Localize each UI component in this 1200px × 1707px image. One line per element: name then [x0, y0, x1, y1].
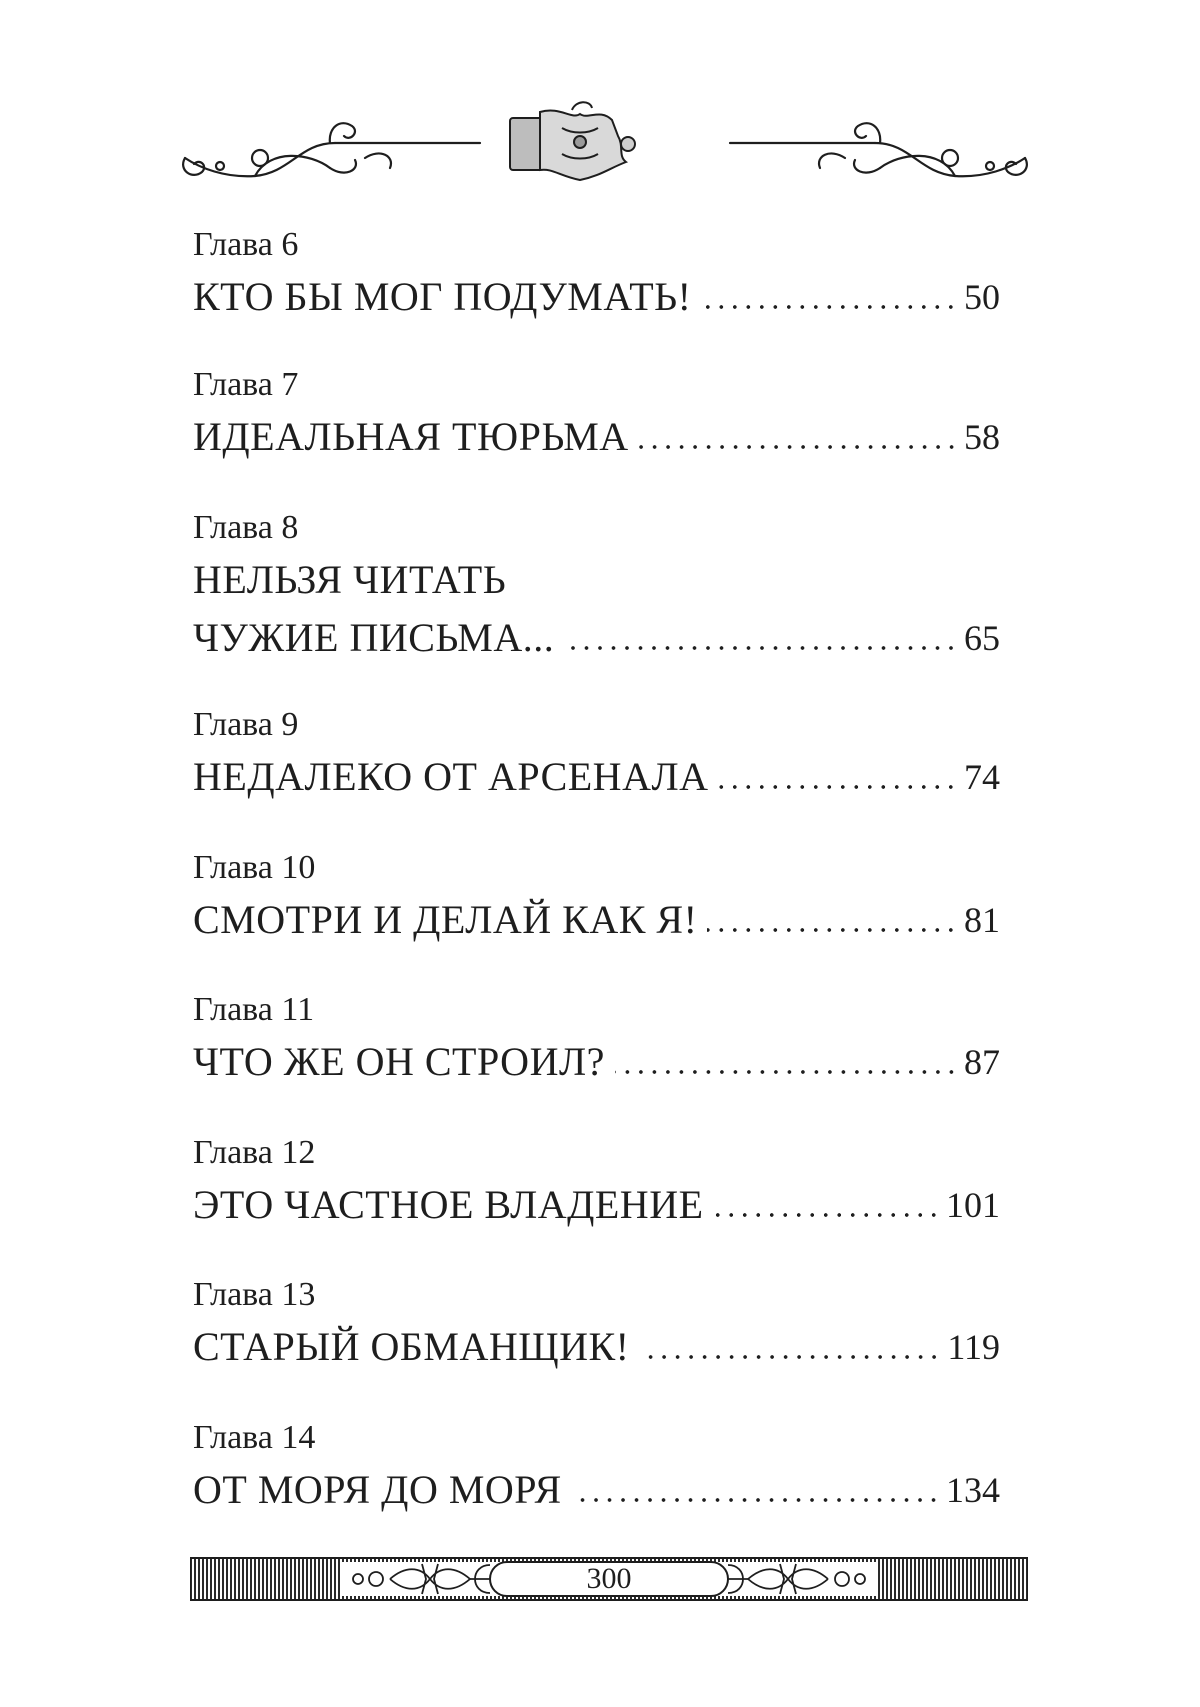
chapter-title: ЧТО ЖЕ ОН СТРОИЛ? [193, 1039, 605, 1084]
page-number: 101 [946, 1185, 1000, 1225]
chapter-label: Глава 13 [193, 1276, 316, 1313]
page-number: 74 [964, 757, 1000, 797]
dot-leader [615, 1069, 958, 1075]
page-folio: 300 [586, 1562, 632, 1595]
chapter-label: Глава 7 [193, 366, 299, 403]
footer-bar [190, 1556, 1028, 1602]
chapter-label: Глава 6 [193, 226, 299, 263]
chapter-title: СТАРЫЙ ОБМАНЩИК! [193, 1324, 630, 1369]
chapter-title: ЧУЖИЕ ПИСЬМА... [193, 615, 555, 660]
chapter-title: СМОТРИ И ДЕЛАЙ КАК Я! [193, 897, 698, 942]
chapter-label: Глава 10 [193, 849, 316, 886]
chapter-label: Глава 11 [193, 991, 315, 1028]
dot-leader [707, 927, 958, 933]
dot-leader [564, 645, 958, 651]
chapter-label: Глава 8 [193, 509, 299, 546]
dot-leader [714, 1212, 940, 1218]
top-ornament [180, 98, 1030, 208]
chapter-title: ИДЕАЛЬНАЯ ТЮРЬМА [193, 414, 629, 459]
chapter-title-line1: НЕЛЬЗЯ ЧИТАТЬ [193, 557, 507, 602]
page-number: 58 [964, 417, 1000, 457]
dot-leader [718, 784, 958, 790]
page-number: 65 [964, 618, 1000, 658]
page-number: 81 [964, 900, 1000, 940]
chapter-title: КТО БЫ МОГ ПОДУМАТЬ! [193, 274, 692, 319]
chapter-label: Глава 9 [193, 706, 299, 743]
dot-leader [639, 1354, 941, 1360]
page-number: 50 [964, 277, 1000, 317]
chapter-title: НЕДАЛЕКО ОТ АРСЕНАЛА [193, 754, 709, 799]
chapter-label: Глава 14 [193, 1419, 316, 1456]
page-number: 134 [946, 1470, 1000, 1510]
dot-leader [701, 304, 958, 310]
chapter-title: ЭТО ЧАСТНОЕ ВЛАДЕНИЕ [193, 1182, 704, 1227]
dot-leader [639, 444, 958, 450]
flourish-icon [180, 98, 1030, 208]
page-number: 119 [947, 1327, 1000, 1367]
dot-leader [572, 1497, 940, 1503]
chapter-label: Глава 12 [193, 1134, 316, 1171]
page-number: 87 [964, 1042, 1000, 1082]
chapter-title: ОТ МОРЯ ДО МОРЯ [193, 1467, 562, 1512]
